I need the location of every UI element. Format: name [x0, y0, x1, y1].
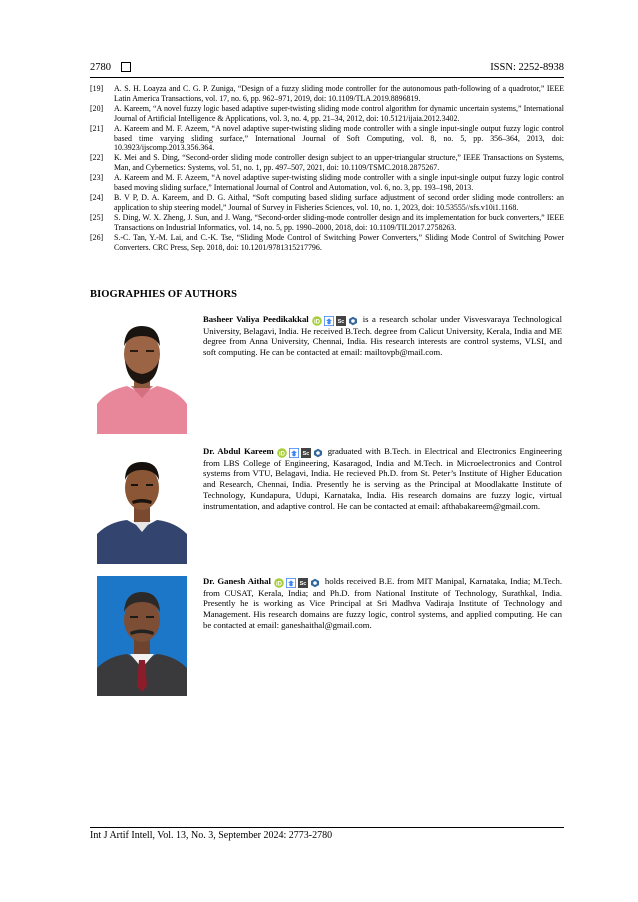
orcid-icon[interactable] — [312, 316, 322, 326]
author-bio-text: is a research scholar under Visvesvaraya Technological University, Belagavi, India. He received B.Tech. degree from Calicut University, Kerala, India and ME degree from Anna University, Chennai, India. His research interests are control systems, VLSI, and soft computing. He can be contacted at email: mailtovpb@mail.com. — [203, 314, 562, 358]
scopus-icon[interactable] — [298, 578, 308, 588]
reference-number: [26] — [90, 232, 104, 242]
publons-icon[interactable] — [313, 448, 323, 458]
scopus-icon[interactable] — [301, 448, 311, 458]
reference-number: [20] — [90, 103, 104, 113]
orcid-icon[interactable] — [277, 448, 287, 458]
reference-item — [90, 84, 564, 104]
reference-text: A. Kareem and M. F. Azeem, “A novel adaptive super-twisting sliding mode controller with a single input-single output fuzzy logic control based time varying sliding surface,” International Journal of Soft Computing, vol. 8, no. 5, pp. 356–364, 2013, doi: 10.3923/ijscomp.2013.356.364. — [114, 123, 564, 153]
reference-item — [90, 104, 564, 124]
reference-number: [21] — [90, 123, 104, 133]
reference-text: A. S. H. Loayza and C. G. P. Zuniga, “Design of a fuzzy sliding mode controller for the autonomous path-following of a quadrotor,” IEEE Latin America Transactions, vol. 17, no. 6, pp. 962–971, 2019, doi: 10.1109/TLA.2019.8896819. — [114, 84, 564, 103]
scholar-icon[interactable] — [286, 578, 296, 588]
reference-number: [25] — [90, 212, 104, 222]
author-profile-badges — [274, 577, 322, 588]
reference-number: [19] — [90, 84, 104, 93]
author-bio-2 — [203, 446, 562, 511]
reference-text: B. V P, D. A. Kareem, and D. G. Aithal, “Soft computing based sliding surface adjustment of second order sliding mode controllers: an application to ship steering model,” Journal of Survey in Fisheries Sciences, vol. 10, no. 1, 2023, doi: 10.53555//sfs.v10i1.1168. — [114, 192, 564, 212]
reference-number: [24] — [90, 192, 104, 202]
reference-item — [90, 124, 564, 154]
orcid-icon[interactable] — [274, 578, 284, 588]
journal-footer: Int J Artif Intell, Vol. 13, No. 3, September 2024: 2773-2780 — [90, 830, 333, 841]
author-bio-text: graduated with B.Tech. in Electrical and Electronics Engineering from LBS College of Engineering, Kasaragod, India and M.Tech. in Microelectronics and Control systems from VTU, Belagavi, India. He recieved Ph.D. from St. Peter’s Institute of Higher Education and Research, Chennai, India. Presently he is serving as the Principal at Moodlakatte Institute of Technology, Kundapura, Udupi, Karnataka, India. His research domains are fuzzy logic, virtual instrumentation, and adaptive control. He can be contacted at email: afthabakareem@gmail.com. — [203, 446, 562, 511]
author-profile-badges — [312, 315, 360, 326]
author-name: Dr. Ganesh Aithal — [203, 576, 271, 586]
reference-item — [90, 193, 564, 213]
publons-icon[interactable] — [310, 578, 320, 588]
author-name: Dr. Abdul Kareem — [203, 446, 274, 456]
publons-icon[interactable] — [348, 316, 358, 326]
square-icon — [121, 62, 131, 72]
reference-item — [90, 173, 564, 193]
reference-text: S. Ding, W. X. Zheng, J. Sun, and J. Wang, “Second-order sliding-mode controller design and its implementation for buck converters,” IEEE Transactions on Industrial Informatics, vol. 14, no. 5, pp. 1990–2000, 2018, doi: 10.1109/TII.2017.2758263. — [114, 212, 564, 232]
reference-number: [23] — [90, 173, 104, 183]
author-name: Basheer Valiya Peedikakkal — [203, 314, 309, 324]
reference-item — [90, 213, 564, 233]
issn: ISSN: 2252-8938 — [490, 61, 564, 73]
reference-text: K. Mei and S. Ding, “Second-order sliding mode controller design subject to an upper-triangular structure,” IEEE Transactions on Systems, Man, and Cybernetics: Systems, vol. 51, no. 1, pp. 497–507, 2021, doi: 10.1109/TSMC.2018.2875267. — [114, 153, 564, 173]
scholar-icon[interactable] — [289, 448, 299, 458]
author-profile-badges — [277, 447, 325, 458]
header-rule — [90, 77, 564, 78]
footer-rule — [90, 827, 564, 828]
reference-item — [90, 233, 564, 253]
scopus-icon[interactable] — [336, 316, 346, 326]
author-bio-1 — [203, 314, 562, 358]
page-number: 2780 — [90, 61, 111, 73]
author-photo-basheer — [97, 314, 187, 434]
author-photo-kareem — [97, 446, 187, 564]
biographies-heading: BIOGRAPHIES OF AUTHORS — [90, 289, 238, 300]
author-photo-aithal — [97, 576, 187, 696]
reference-item — [90, 153, 564, 173]
scholar-icon[interactable] — [324, 316, 334, 326]
author-bio-3 — [203, 576, 562, 631]
author-bio-text: holds received B.E. from MIT Manipal, Karnataka, India; M.Tech. from CUSAT, Kerala, India; and Ph.D. from National Institute of Technology, Surathkal, India. Presently he is working as Vice Principal at Sri Madhva Vadiraja Institute of Technology and Management. His research domains are fuzzy logic, control systems, and applied computing. He can be contacted at email: ganeshaithal@gmail.com. — [203, 576, 562, 630]
reference-number: [22] — [90, 153, 104, 163]
running-header — [90, 60, 564, 74]
reference-text: A. Kareem and M. F. Azeem, “A novel adaptive super-twisting sliding mode controller with a single input-single output fuzzy logic control based moving sliding surface,” International Journal of Control and Automation, vol. 6, no. 3, pp. 193–198, 2013. — [114, 173, 564, 193]
reference-list — [90, 84, 564, 252]
reference-text: A. Kareem, “A novel fuzzy logic based adaptive super-twisting sliding mode control algorithm for dynamic uncertain systems,” International Journal of Artificial Intelligence & Applications, vol. 3, no. 4, pp. 21–34, 2012, doi: 10.5121/ijaia.2012.3402. — [114, 103, 564, 123]
reference-text: S.-C. Tan, Y.-M. Lai, and C.-K. Tse, “Sliding Mode Control of Switching Power Converters,” Sliding Mode Control of Switching Power Converters. CRC Press, Sep. 2018, doi: 10.1201/9781315217796. — [114, 232, 564, 252]
